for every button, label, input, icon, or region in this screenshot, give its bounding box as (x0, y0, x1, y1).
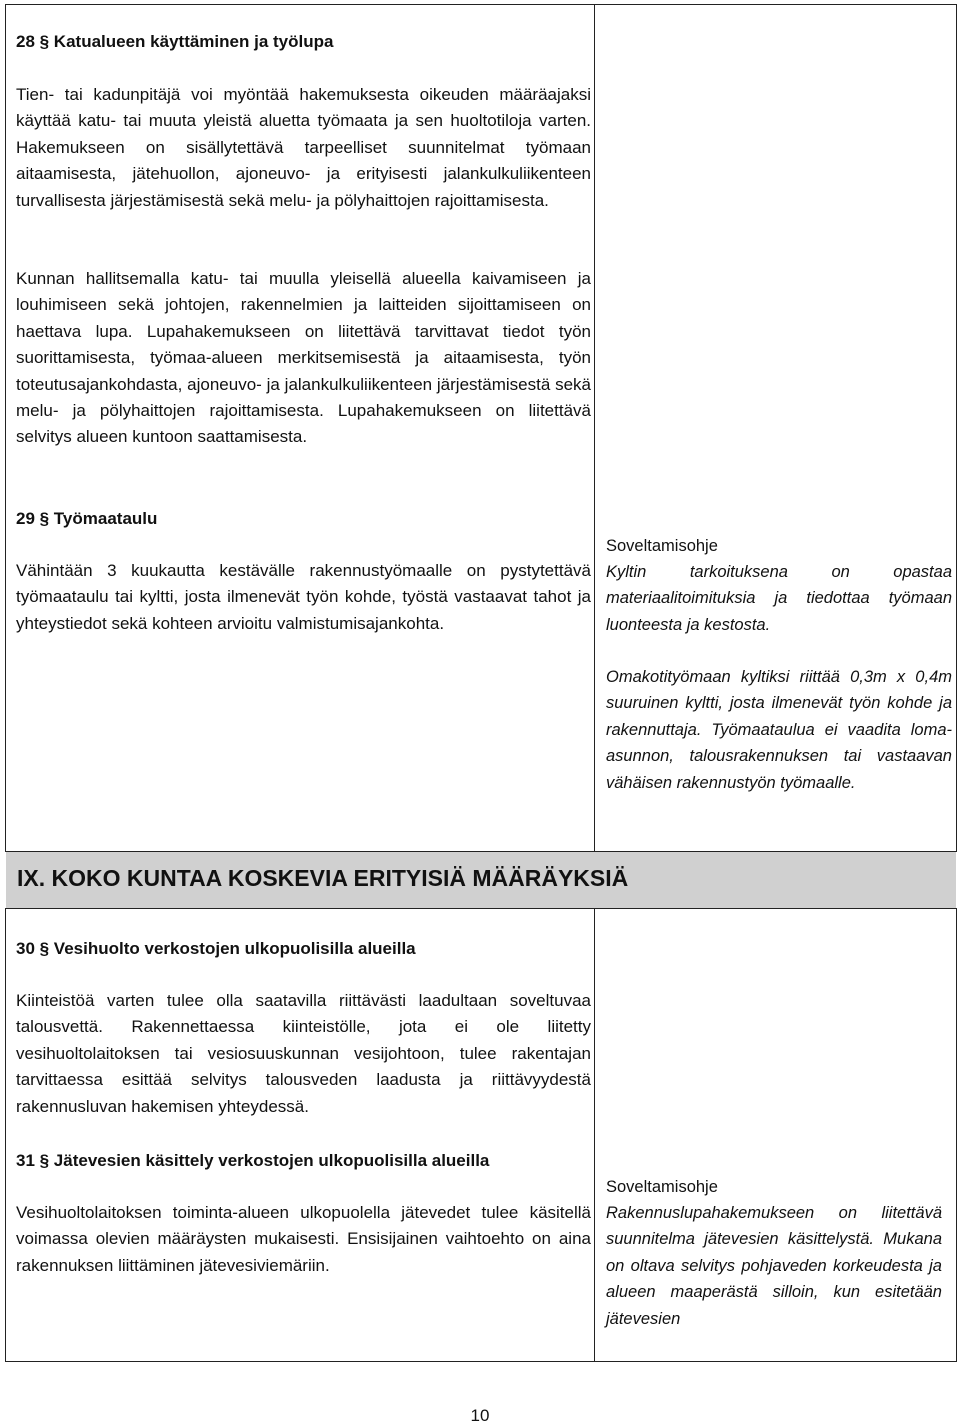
chapter-heading: IX. KOKO KUNTAA KOSKEVIA ERITYISIÄ MÄÄRÄYKSIÄ (17, 865, 629, 891)
lower-column-divider (594, 908, 595, 1362)
section-28-heading: 28 § Katualueen käyttäminen ja työlupa (16, 32, 334, 51)
upper-column-divider (594, 4, 595, 852)
page-number: 10 (470, 1406, 490, 1425)
section-29-note-paragraph-1: Kyltin tarkoituksena on opastaa materiaalitoimituksia ja tiedottaa työmaan luonteesta ja kestosta. (606, 563, 952, 634)
section-28-paragraph-1: Tien- tai kadunpitäjä voi myöntää hakemuksesta oikeuden määräajaksi käyttää katu- tai muuta yleistä aluetta työmaata ja sen huoltotiloja varten. Hakemukseen on sisällytettävä tarpeelliset suunnitelmat työmaan aitaamisesta, jätehuollon, ajoneuvo- ja erityisesti jalankulkuliikenteen turvallisesta järjestämisestä sekä melu- ja pölyhaittojen rajoittamisesta. (16, 85, 591, 210)
section-31-note-paragraph: Rakennuslupahakemukseen on liitettävä suunnitelma jätevesien käsittelystä. Mukana on oltava selvitys pohjaveden korkeudesta ja alueen maaperästä silloin, kun esitetään jätevesien (606, 1204, 942, 1328)
chapter-banner (6, 852, 956, 908)
section-29-heading: 29 § Työmaataulu (16, 509, 158, 528)
section-31-note-title: Soveltamisohje (606, 1178, 718, 1196)
section-28-paragraph-2: Kunnan hallitsemalla katu- tai muulla yleisellä alueella kaivamiseen ja louhimiseen sekä johtojen, rakennelmien ja laitteiden sijoittamiseen on haettava lupa. Lupahakemukseen on liitettävä tarvittavat tiedot työn suorittamisesta, työmaa-alueen merkitsemisestä ja aitaamisesta, työn toteutusajankohdasta, ajoneuvo- ja jalankulkuliikenteen järjestämisestä sekä melu- ja pölyhaittojen rajoittamisesta. Lupahakemukseen on liitettävä selvitys alueen kuntoon saattamisesta. (16, 269, 591, 447)
section-29-note-paragraph-2: Omakotityömaan kyltiksi riittää 0,3m x 0,4m suuruinen kyltti, josta ilmenevät työn kohde ja rakennuttaja. Työmaataulua ei vaadita loma-asunnon, talousrakennuksen tai vastaavan vähäisen rakennustyön työmaalle. (606, 668, 952, 792)
section-30-heading: 30 § Vesihuolto verkostojen ulkopuolisilla alueilla (16, 939, 416, 958)
section-30-paragraph: Kiinteistöä varten tulee olla saatavilla riittävästi laadultaan soveltuvaa talousvettä. Rakennettaessa kiinteistölle, jota ei ole liitetty vesihuoltolaitoksen tai vesiosuuskunnan vesijohtoon, tulee rakentajan tarvittaessa esittää selvitys talousveden laadusta ja riittävyydestä rakennusluvan hakemisen yhteydessä. (16, 991, 591, 1116)
section-31-paragraph: Vesihuoltolaitoksen toiminta-alueen ulkopuolella jätevedet tulee käsitellä voimassa olevien määräysten mukaisesti. Ensisijainen vaihtoehto on aina rakennuksen liittäminen jätevesiviemäriin. (16, 1203, 591, 1275)
section-29-note-title: Soveltamisohje (606, 537, 718, 555)
section-29-paragraph: Vähintään 3 kuukautta kestävälle rakennustyömaalle on pystytettävä työmaataulu tai kyltti, josta ilmenevät työn kohde, työstä vastaavat tahot ja yhteystiedot sekä kohteen arvioitu valmistumisajankohta. (16, 561, 591, 633)
section-31-heading: 31 § Jätevesien käsittely verkostojen ulkopuolisilla alueilla (16, 1151, 490, 1170)
